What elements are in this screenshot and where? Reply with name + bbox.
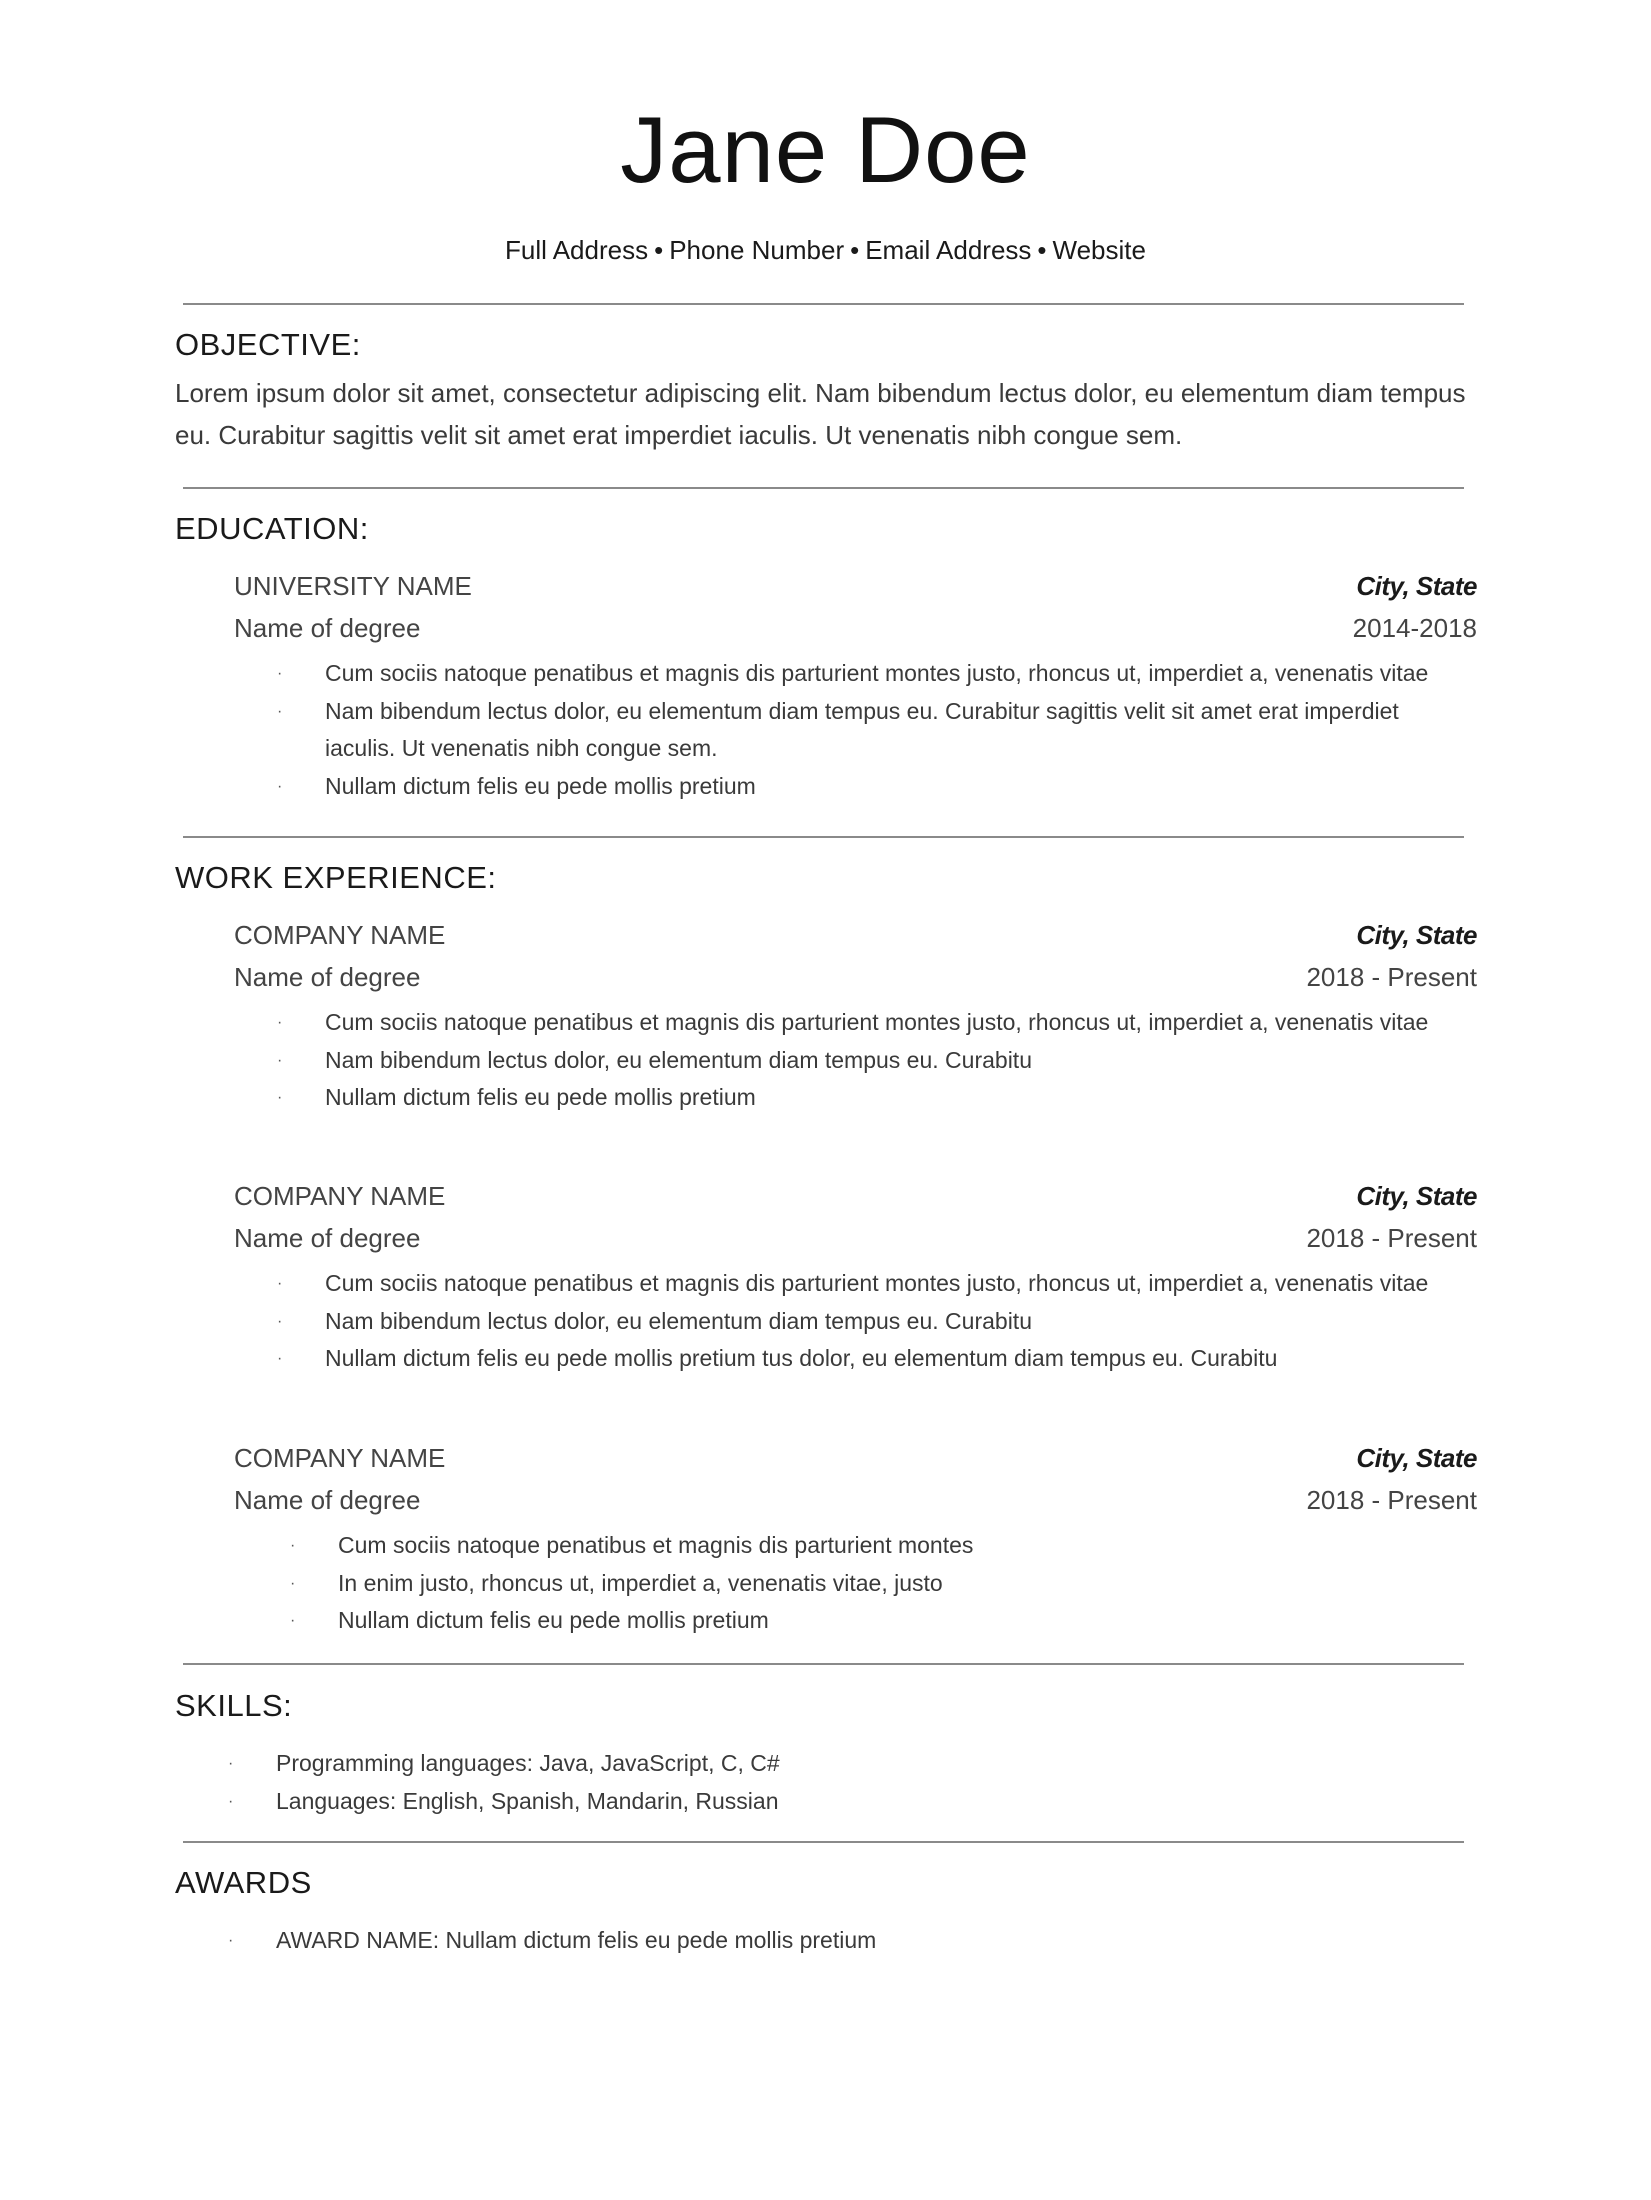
separator-dot: •: [654, 235, 664, 265]
contact-address: Full Address: [505, 235, 649, 265]
list-item: · Nullam dictum felis eu pede mollis pretium: [325, 768, 1428, 806]
job-role: Name of degree: [234, 962, 421, 992]
list-item-continuation: iaculis. Ut venenatis nibh congue sem.: [325, 735, 718, 761]
company-name: COMPANY NAME: [234, 920, 446, 950]
company-name: COMPANY NAME: [234, 1181, 446, 1211]
list-item: · Nam bibendum lectus dolor, eu elementum diam tempus eu. Curabitu: [325, 1042, 1428, 1080]
list-item: · Nullam dictum felis eu pede mollis pretium tus dolor, eu elementum diam tempus eu. Curabitu: [325, 1340, 1428, 1378]
skills-heading: SKILLS:: [175, 1688, 293, 1723]
list-item: · In enim justo, rhoncus ut, imperdiet a, venenatis vitae, justo: [338, 1565, 973, 1603]
separator-dot: •: [1037, 235, 1047, 265]
company-location: City, State: [1356, 920, 1477, 950]
bullet-mark: ·: [228, 1792, 234, 1810]
education-bullets: [277, 655, 1429, 805]
divider: [183, 836, 1464, 838]
bullet-mark: ·: [277, 1089, 283, 1106]
objective-line: Lorem ipsum dolor sit amet, consectetur adipiscing elit. Nam bibendum lectus dolor, eu elementum diam tempus: [175, 378, 1466, 408]
bullet-mark: ·: [290, 1537, 296, 1554]
list-item: · Cum sociis natoque penatibus et magnis dis parturient montes justo, rhoncus ut, imperdiet a, venenatis vitae: [325, 1004, 1428, 1042]
divider: [183, 303, 1464, 305]
bullet-mark: ·: [277, 1051, 283, 1069]
contact-email: Email Address: [865, 235, 1032, 265]
school-location: City, State: [1356, 571, 1477, 601]
divider: [183, 1841, 1464, 1843]
objective-heading: OBJECTIVE:: [175, 327, 361, 362]
list-item: · Nullam dictum felis eu pede mollis pretium: [338, 1602, 973, 1640]
list-item: · Nam bibendum lectus dolor, eu elementum diam tempus eu. Curabitu: [325, 1303, 1428, 1341]
skills-list: [228, 1745, 780, 1820]
awards-list: [228, 1922, 877, 1960]
job-role: Name of degree: [234, 1223, 421, 1253]
list-item: · AWARD NAME: Nullam dictum felis eu pede mollis pretium: [276, 1922, 876, 1960]
list-item: · Nullam dictum felis eu pede mollis pretium: [325, 1079, 1428, 1117]
bullet-mark: ·: [277, 665, 283, 682]
bullet-mark: ·: [290, 1574, 296, 1592]
list-item: · Nam bibendum lectus dolor, eu elementum diam tempus eu. Curabitur sagittis velit sit amet erat imperdiet: [325, 693, 1428, 731]
education-dates: 2014-2018: [1352, 613, 1477, 643]
company-location: City, State: [1356, 1443, 1477, 1473]
awards-heading: AWARDS: [175, 1865, 312, 1900]
bullet-mark: ·: [277, 777, 283, 795]
bullet-mark: ·: [290, 1612, 296, 1629]
list-item: · Languages: English, Spanish, Mandarin, Russian: [276, 1783, 780, 1821]
bullet-mark: ·: [277, 1350, 283, 1367]
job-bullets: [277, 1004, 1429, 1117]
list-item: · Cum sociis natoque penatibus et magnis dis parturient montes: [338, 1527, 973, 1565]
work-heading: WORK EXPERIENCE:: [175, 860, 497, 895]
list-item: · Cum sociis natoque penatibus et magnis dis parturient montes justo, rhoncus ut, imperdiet a, venenatis vitae: [325, 1265, 1428, 1303]
job-dates: 2018 - Present: [1306, 962, 1477, 992]
objective-line: eu. Curabitur sagittis velit sit amet erat imperdiet iaculis. Ut venenatis nibh congue sem.: [175, 420, 1183, 450]
divider: [183, 487, 1464, 489]
separator-dot: •: [850, 235, 860, 265]
objective-text: [175, 372, 1475, 456]
bullet-mark: ·: [277, 1275, 283, 1292]
education-heading: EDUCATION:: [175, 511, 369, 546]
contact-website: Website: [1052, 235, 1146, 265]
job-dates: 2018 - Present: [1306, 1485, 1477, 1515]
divider: [183, 1663, 1464, 1665]
degree-name: Name of degree: [234, 613, 421, 643]
job-bullets: [290, 1527, 974, 1640]
job-dates: 2018 - Present: [1306, 1223, 1477, 1253]
job-bullets: [277, 1265, 1429, 1378]
job-role: Name of degree: [234, 1485, 421, 1515]
bullet-mark: ·: [228, 1932, 234, 1949]
bullet-mark: ·: [277, 1014, 283, 1031]
bullet-mark: ·: [277, 702, 283, 720]
contact-line: [0, 235, 1651, 266]
bullet-mark: ·: [228, 1755, 234, 1772]
list-item: · Programming languages: Java, JavaScript, C, C#: [276, 1745, 780, 1783]
bullet-mark: ·: [277, 1312, 283, 1330]
company-location: City, State: [1356, 1181, 1477, 1211]
list-item: · Cum sociis natoque penatibus et magnis dis parturient montes justo, rhoncus ut, imperdiet a, venenatis vitae: [325, 655, 1428, 693]
school-name: UNIVERSITY NAME: [234, 571, 472, 601]
company-name: COMPANY NAME: [234, 1443, 446, 1473]
resume-name: Jane Doe: [620, 97, 1031, 202]
contact-phone: Phone Number: [669, 235, 845, 265]
